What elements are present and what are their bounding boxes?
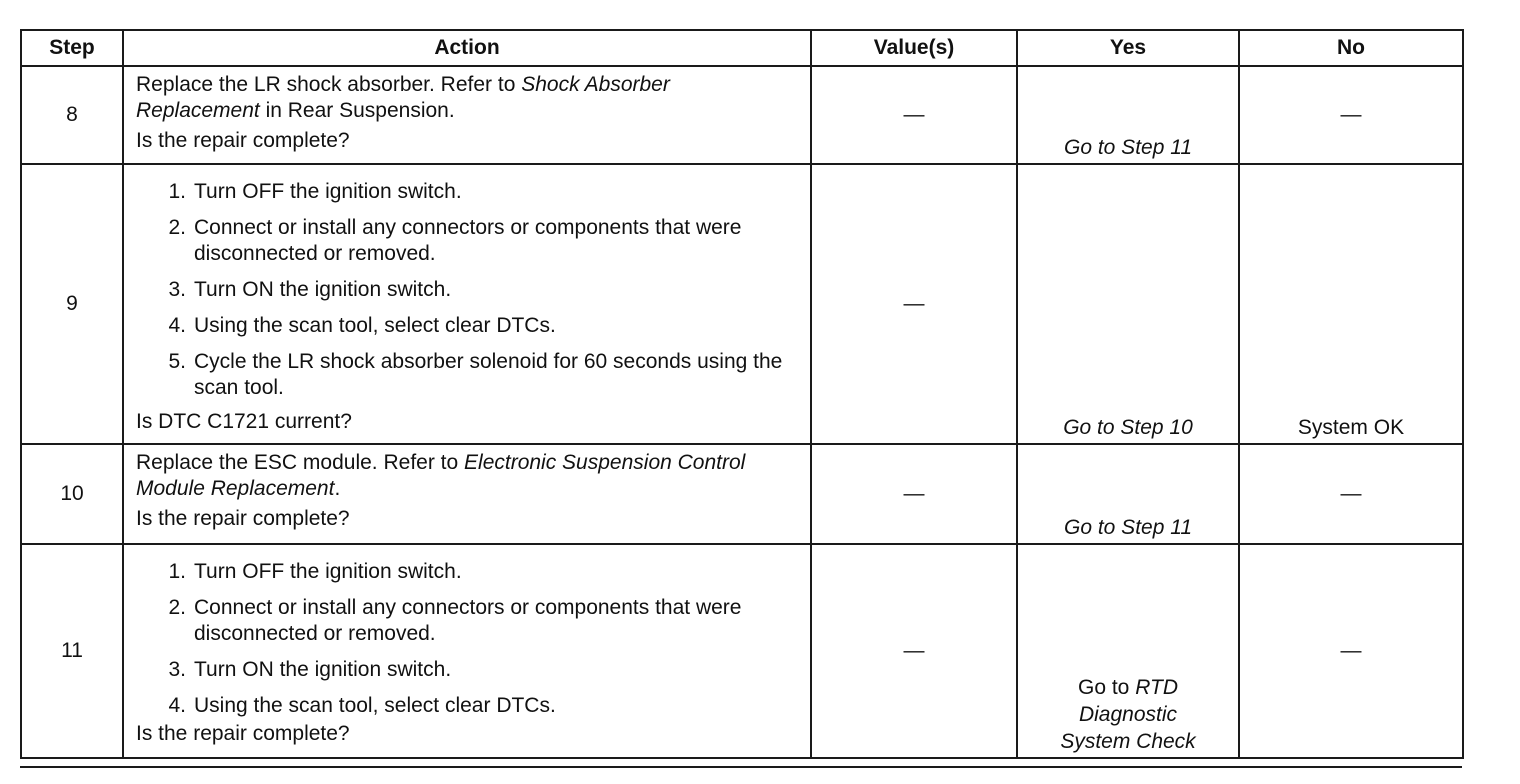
table-row-step-11 <box>21 544 1463 758</box>
list-item-number: 1. <box>168 180 186 203</box>
step-number: 11 <box>21 544 123 758</box>
no-cell: — <box>1239 444 1463 544</box>
list-item-text: Turn OFF the ignition switch. <box>194 180 462 203</box>
action-cell <box>123 444 811 544</box>
header-action: Action <box>123 30 811 66</box>
list-item-text: Cycle the LR shock absorber solenoid for 60 seconds using the scan tool. <box>194 350 783 399</box>
table-row-step-10 <box>21 444 1463 544</box>
list-item <box>136 349 798 401</box>
list-item <box>136 179 798 205</box>
list-item <box>136 595 798 647</box>
action-step-list <box>136 559 798 719</box>
action-text-part: Replace the LR shock absorber. Refer to <box>136 73 522 96</box>
list-item-text: Using the scan tool, select clear DTCs. <box>194 694 556 717</box>
action-text-part: . <box>334 477 341 500</box>
action-text <box>136 450 798 502</box>
list-item <box>136 215 798 267</box>
header-values: Value(s) <box>811 30 1017 66</box>
table-header-row <box>21 30 1463 66</box>
table-row-step-9 <box>21 164 1463 444</box>
yes-cell <box>1017 544 1239 758</box>
action-question: Is the repair complete? <box>136 507 350 530</box>
action-reference: Shock Absorber Replacement <box>136 73 670 122</box>
list-item <box>136 693 798 719</box>
table-row-step-8 <box>21 66 1463 164</box>
yes-cell <box>1017 444 1239 544</box>
action-question: Is the repair complete? <box>136 722 350 745</box>
header-yes: Yes <box>1017 30 1239 66</box>
no-cell: — <box>1239 544 1463 758</box>
header-step: Step <box>21 30 123 66</box>
step-number: 8 <box>21 66 123 164</box>
value-cell: — <box>811 164 1017 444</box>
bottom-rule <box>20 766 1462 768</box>
yes-result: Go to Step 10 <box>1063 416 1193 439</box>
list-item-number: 4. <box>168 694 186 717</box>
action-cell <box>123 66 811 164</box>
yes-cell <box>1017 66 1239 164</box>
yes-result-part: Go to <box>1078 676 1136 699</box>
list-item <box>136 313 798 339</box>
action-text-part: in Rear Suspension. <box>259 99 455 122</box>
yes-result-reference: RTD <box>1135 676 1178 699</box>
list-item-text: Turn OFF the ignition switch. <box>194 560 462 583</box>
list-item-number: 5. <box>168 350 186 373</box>
list-item <box>136 277 798 303</box>
diagnostic-steps-table <box>20 29 1464 759</box>
no-cell: — <box>1239 66 1463 164</box>
diagnostic-table-page <box>20 29 1462 759</box>
list-item-text: Using the scan tool, select clear DTCs. <box>194 314 556 337</box>
yes-result: Go to Step 11 <box>1063 136 1193 159</box>
list-item-text: Turn ON the ignition switch. <box>194 278 452 301</box>
list-item-number: 1. <box>168 560 186 583</box>
header-no: No <box>1239 30 1463 66</box>
value-cell: — <box>811 444 1017 544</box>
list-item-number: 2. <box>168 216 186 239</box>
value-cell: — <box>811 66 1017 164</box>
action-cell <box>123 164 811 444</box>
yes-result: Go to Step 11 <box>1063 516 1193 539</box>
value-cell: — <box>811 544 1017 758</box>
no-cell: System OK <box>1239 164 1463 444</box>
yes-cell <box>1017 164 1239 444</box>
action-reference: Electronic Suspension Control Module Replacement <box>136 451 746 500</box>
action-question: Is the repair complete? <box>136 129 350 152</box>
step-number: 10 <box>21 444 123 544</box>
list-item-text: Connect or install any connectors or components that were disconnected or removed. <box>194 216 742 265</box>
list-item-text: Turn ON the ignition switch. <box>194 658 452 681</box>
action-question: Is DTC C1721 current? <box>136 410 352 433</box>
action-step-list <box>136 179 798 401</box>
list-item-number: 2. <box>168 596 186 619</box>
action-text <box>136 72 798 124</box>
list-item-number: 3. <box>168 278 186 301</box>
step-number: 9 <box>21 164 123 444</box>
list-item <box>136 559 798 585</box>
list-item <box>136 657 798 683</box>
list-item-text: Connect or install any connectors or components that were disconnected or removed. <box>194 596 742 645</box>
action-text-part: Replace the ESC module. Refer to <box>136 451 465 474</box>
yes-result-reference: Diagnostic System Check <box>1060 703 1196 753</box>
yes-result <box>1043 676 1213 753</box>
list-item-number: 3. <box>168 658 186 681</box>
list-item-number: 4. <box>168 314 186 337</box>
action-cell <box>123 544 811 758</box>
